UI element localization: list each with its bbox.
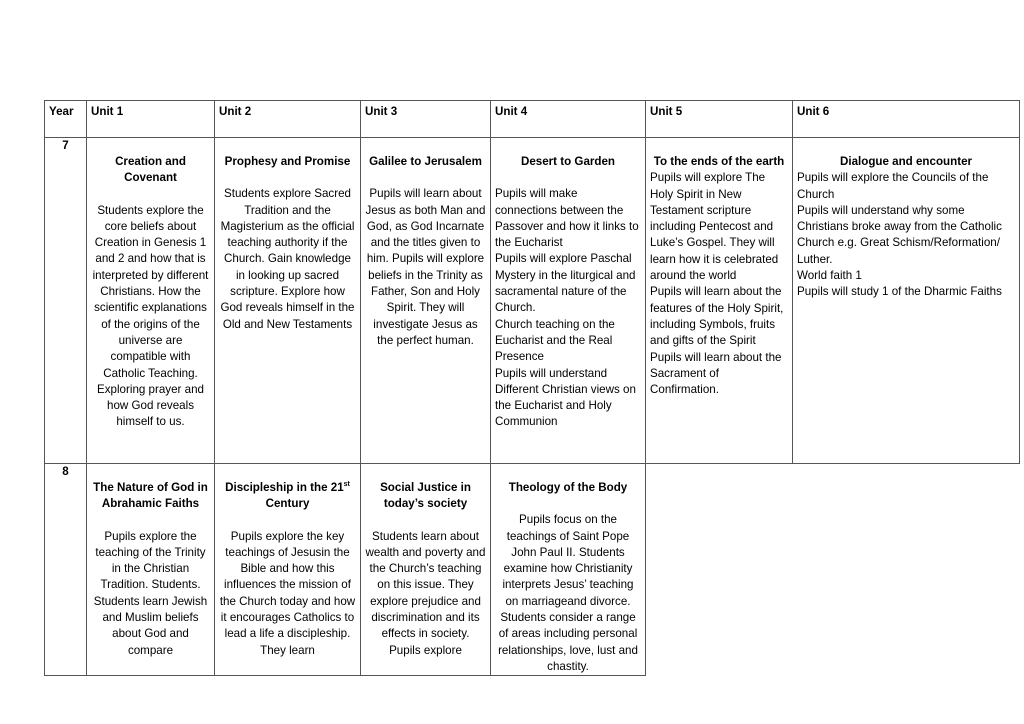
y8-unit-3-text: Students learn about wealth and poverty and the Church’s teaching on this issue. They explore prejudice and discrimination and its effects in society. Pupils explore (365, 529, 486, 657)
y8-unit-4-text: Pupils focus on the teachings of Saint Pope John Paul II. Students examine how Christianity interprets Jesus’ teaching on marriageand divorce. Students consider a range of areas including personal relationships, love, lust and chastity. (498, 513, 638, 673)
y8-empty-area (646, 464, 1020, 676)
y7-unit-2-title: Prophesy and Promise (224, 155, 351, 168)
y7-unit-6-cell (793, 138, 1020, 464)
y7-unit-4-line: Pupils will make connections between the Passover and how it links to the Eucharist (495, 187, 639, 250)
y7-unit-3-title: Galilee to Jerusalem (369, 155, 482, 168)
y7-unit-5-line: Pupils will learn about the Sacrament of Confirmation. (650, 350, 782, 397)
header-row (45, 101, 1020, 138)
y8-unit-1-cell (87, 464, 215, 676)
y7-unit-3-text: Pupils will learn about Jesus as both Man and God, as God Incarnate and the titles given to him. Pupils will explore beliefs in the Trinity as Father, Son and Holy Spirit. They will investigate Jesus as the perfect human. (365, 187, 486, 347)
y8-unit-2-title-main: Discipleship in the 21 (225, 481, 344, 494)
year-7-label: 7 (45, 138, 87, 464)
year-8-row (45, 464, 1020, 676)
y8-unit-1-title: The Nature of God in Abrahamic Faiths (93, 481, 208, 511)
y7-unit-4-line: Church teaching on the Eucharist and the Real Presence (495, 317, 615, 364)
y7-unit-4-cell (491, 138, 646, 464)
header-unit-2: Unit 2 (215, 101, 361, 138)
y7-unit-1-cell (87, 138, 215, 464)
y7-unit-4-line: Pupils will explore Paschal Mystery in the liturgical and sacramental nature of the Church. (495, 252, 636, 315)
y7-unit-6-line: Pupils will explore the Councils of the Church (797, 171, 989, 201)
y7-unit-6-line: Pupils will study 1 of the Dharmic Faiths (797, 285, 1002, 299)
y7-unit-4-line: Pupils will understand Different Christian views on the Eucharist and Holy Communion (495, 366, 636, 429)
y8-unit-2-title-sup: st (343, 481, 350, 489)
y7-unit-5-cell (646, 138, 793, 464)
header-unit-5: Unit 5 (646, 101, 793, 138)
y7-unit-5-line: Pupils will learn about the features of the Holy Spirit, including Symbols, fruits and gifts of the Spirit (650, 285, 784, 348)
y7-unit-6-title: Dialogue and encounter (839, 155, 973, 168)
y8-unit-2-text: Pupils explore the key teachings of Jesusin the Bible and how this influences the mission of the Church today and how it encourages Catholics to lead a life a discipleship. They learn (219, 529, 356, 657)
y7-unit-5-title: To the ends of the earth (653, 155, 785, 168)
y8-unit-3-cell (361, 464, 491, 676)
header-year: Year (45, 101, 87, 138)
y7-unit-1-text: Students explore the core beliefs about Creation in Genesis 1 and 2 and how that is interpreted by different Christians. How the scientific explanations of the origins of the universe are compatible with Catholic Teaching. Exploring prayer and how God reveals himself to us. (92, 203, 209, 429)
y8-unit-3-title: Social Justice in today’s society (380, 481, 471, 511)
y7-unit-6-line: World faith 1 (797, 269, 862, 283)
y7-unit-6-line: Pupils will understand why some Christians broke away from the Catholic Church e.g. Great Schism/Reformation/ Luther. (797, 203, 1002, 266)
y7-unit-2-cell (215, 138, 361, 464)
y8-unit-2-cell (215, 464, 361, 676)
y8-unit-4-cell (491, 464, 646, 676)
y7-unit-4-title: Desert to Garden (520, 155, 616, 168)
y7-unit-5-line: Pupils will explore The Holy Spirit in New Testament scripture including Pentecost and Luke’s Gospel. They will learn how it is celebrated around the world (650, 171, 779, 283)
y8-unit-4-title: Theology of the Body (508, 481, 628, 494)
curriculum-table (44, 100, 1020, 676)
header-unit-6: Unit 6 (793, 101, 1020, 138)
header-unit-3: Unit 3 (361, 101, 491, 138)
year-8-label: 8 (45, 464, 87, 676)
y8-unit-2-title-end: Century (265, 497, 310, 511)
y7-unit-3-cell (361, 138, 491, 464)
y7-unit-2-text: Students explore Sacred Tradition and the Magisterium as the official teaching authority if the Church. Gain knowledge in looking up sacred scripture. Explore how God reveals himself in the Old and New Testaments (220, 187, 355, 331)
year-7-row (45, 138, 1020, 464)
y8-unit-1-text: Pupils explore the teaching of the Trinity in the Christian Tradition. Students. Students learn Jewish and Muslim beliefs about God and compare (93, 529, 208, 657)
header-unit-4: Unit 4 (491, 101, 646, 138)
y8-unit-2-title (219, 480, 356, 513)
y7-unit-1-title: Creation and Covenant (115, 155, 186, 185)
header-unit-1: Unit 1 (87, 101, 215, 138)
